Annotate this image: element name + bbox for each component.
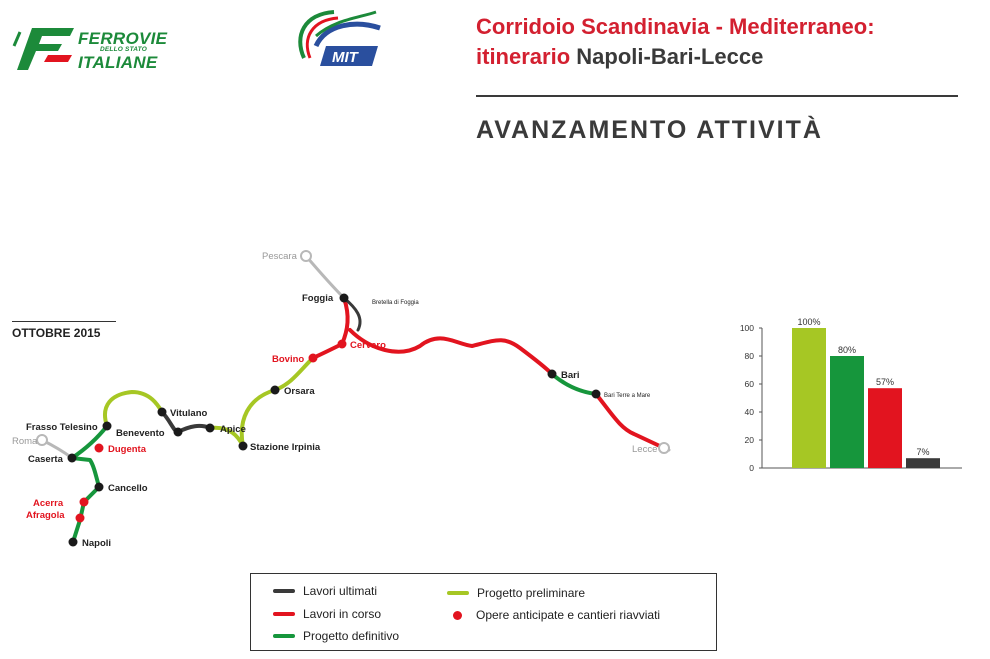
station-dot-benevento [174, 428, 183, 437]
segment-frasso-vitulano [105, 392, 162, 426]
legend-label-in-progress: Lavori in corso [303, 607, 382, 621]
chart-y-tick-label: 100 [739, 323, 754, 333]
station-dot-bari [548, 370, 557, 379]
label-afragola: Afragola [26, 510, 65, 521]
station-dot-napoli [69, 538, 78, 547]
legend-item-anticipated [447, 608, 660, 622]
chart-bar-label: 80% [837, 345, 857, 355]
mit-logo-text: MIT [332, 49, 358, 66]
station-dot-orsara [271, 386, 280, 395]
fs-line3: ITALIANE [78, 52, 158, 72]
legend-swatch-preliminary [447, 591, 469, 595]
legend-label-definitive: Progetto definitivo [303, 629, 400, 643]
station-dot-vitulano [158, 408, 167, 417]
label-napoli: Napoli [82, 538, 112, 549]
segment-napoli-cancello [73, 487, 99, 542]
chart-y-tick-label: 80 [744, 351, 754, 361]
chart-bar [868, 388, 902, 468]
station-dot-foggia [340, 294, 349, 303]
chart-bar-label: 7% [916, 447, 930, 458]
segment-pescara-foggia [306, 256, 344, 298]
legend [250, 573, 717, 651]
label-bari: Bari [561, 370, 580, 381]
legend-item-definitive [273, 629, 399, 643]
legend-label-completed: Lavori ultimati [303, 584, 378, 598]
title-line2-red: itinerario [476, 44, 571, 69]
label-roma: Roma [12, 436, 38, 447]
label-orsara: Orsara [284, 386, 315, 397]
legend-swatch-in-progress [273, 612, 295, 616]
fs-line2: DELLO STATO [100, 46, 147, 53]
title-line2-dark: Napoli-Bari-Lecce [576, 44, 764, 69]
label-bretella: Bretella di Foggia [372, 300, 419, 306]
fs-line1: FERROVIE [78, 29, 168, 48]
label-vitulano: Vitulano [170, 408, 208, 419]
station-dot-cancello [95, 483, 104, 492]
chart-y-tick-label: 20 [744, 435, 754, 445]
station-dot-pescara [301, 251, 311, 261]
chart-bar-label: 100% [797, 317, 821, 327]
label-apice: Apice [220, 424, 246, 435]
station-dot-afragola [76, 514, 85, 523]
station-dot-caserta [68, 454, 77, 463]
label-bovino: Bovino [272, 354, 305, 365]
label-stazione-irpinia: Stazione Irpinia [250, 442, 321, 453]
label-dugenta: Dugenta [108, 444, 146, 455]
label-caserta: Caserta [28, 454, 63, 465]
segment-cancello-caserta [72, 458, 99, 487]
station-dot-acerra [80, 498, 89, 507]
chart-y-tick-label: 60 [744, 379, 754, 389]
label-frasso: Frasso Telesino [26, 422, 98, 433]
label-pescara: Pescara [262, 251, 297, 262]
legend-label-anticipated: Opere anticipate e cantieri riavviati [476, 608, 661, 622]
legend-item-preliminary [447, 586, 585, 600]
label-lecce: Lecce [632, 444, 658, 455]
progress-bar-chart [728, 312, 968, 482]
label-benevento: Benevento [116, 428, 165, 439]
station-dot-roma [37, 435, 47, 445]
station-dot-apice [206, 424, 215, 433]
chart-bars [792, 317, 940, 468]
legend-swatch-anticipated [453, 611, 462, 620]
label-acerra: Acerra [33, 498, 64, 509]
segment-cervaro-foggia [342, 298, 348, 344]
legend-item-in-progress [273, 607, 381, 621]
date-label: OTTOBRE 2015 [12, 326, 101, 340]
title-line1: Corridoio Scandinavia - Mediterraneo: [476, 14, 875, 39]
chart-y-tick-label: 40 [744, 407, 754, 417]
chart-bar [792, 328, 826, 468]
chart-bar [906, 458, 940, 468]
station-dot-irpinia [239, 442, 248, 451]
legend-swatch-definitive [273, 634, 295, 638]
chart-bar [830, 356, 864, 468]
chart-y-tick-label: 0 [749, 463, 754, 473]
legend-label-preliminary: Progetto preliminare [477, 586, 586, 600]
station-dot-bovino [309, 354, 318, 363]
page-subtitle: AVANZAMENTO ATTIVITÀ [476, 116, 823, 144]
segment-bovino-cervaro [313, 344, 342, 358]
station-dot-frasso [103, 422, 112, 431]
station-dot-baritm [592, 390, 601, 399]
legend-item-completed [273, 584, 377, 598]
station-dot-dugenta [95, 444, 104, 453]
station-dot-cervaro [338, 340, 347, 349]
label-cervaro: Cervaro [350, 340, 386, 351]
segment-cervaro-bari [350, 330, 552, 374]
label-cancello: Cancello [108, 483, 148, 494]
label-bari-tm: Bari Terre a Mare [604, 393, 651, 399]
station-dot-lecce [659, 443, 669, 453]
legend-swatch-completed [273, 589, 295, 593]
label-foggia: Foggia [302, 293, 334, 304]
segment-baritm-lecce [596, 394, 664, 448]
segment-irpinia-orsara [242, 390, 275, 446]
chart-bar-label: 57% [875, 377, 895, 388]
